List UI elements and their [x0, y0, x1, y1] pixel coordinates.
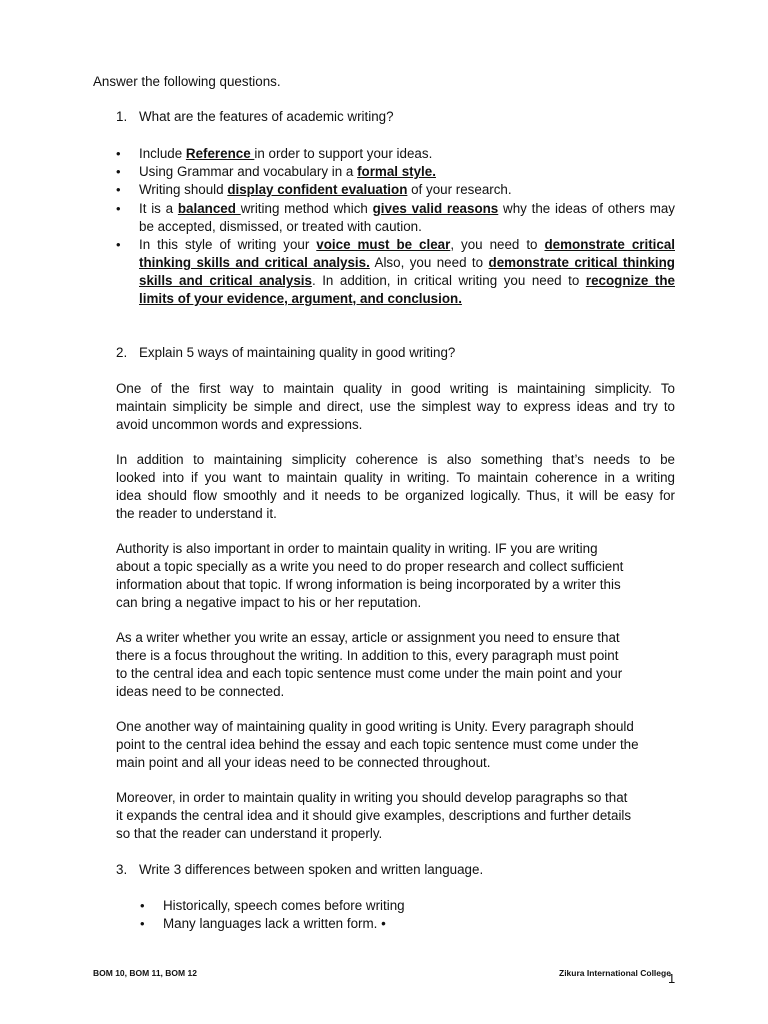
q1-bullet-4-line-2: be accepted, dismissed, or treated with caution.	[139, 219, 422, 234]
q2-para-2-line-3: idea should flow smoothly and it needs to be organized logically. Thus, it will be easy for	[116, 488, 675, 503]
q1-bullet-1: Include Reference in order to support your ideas.	[139, 146, 433, 161]
q1-number: 1.	[116, 109, 128, 124]
q2-para-2-line-2: looked into if you want to maintain quality in writing. To maintain coherence in a writing	[116, 470, 675, 485]
q2-para-1-line-1: One of the first way to maintain quality in good writing is maintaining simplicity. To	[116, 381, 675, 396]
bullet-icon: •	[116, 164, 121, 179]
q1-bullet-5-line-4: limits of your evidence, argument, and conclusion.	[139, 291, 462, 306]
bullet-icon: •	[116, 201, 121, 216]
bullet-icon: •	[140, 898, 145, 913]
q2-para-3-line-2: about a topic specially as a write you need to do proper research and collect sufficient	[116, 559, 624, 574]
q2-number: 2.	[116, 345, 128, 360]
q2-para-4-line-2: there is a focus throughout the writing. In addition to this, every paragraph must point	[116, 648, 619, 663]
q1-bullet-5-line-1: In this style of writing your voice must be clear, you need to demonstrate critical	[139, 237, 675, 252]
q2-para-4-line-4: ideas need to be connected.	[116, 684, 285, 699]
q2-para-4-line-3: to the central idea and each topic sentence must come under the main point and your	[116, 666, 623, 681]
q2-para-3-line-4: can bring a negative impact to his or her reputation.	[116, 595, 422, 610]
q2-question: Explain 5 ways of maintaining quality in good writing?	[139, 345, 456, 360]
q1-question: What are the features of academic writing?	[139, 109, 394, 124]
q2-para-6-line-1: Moreover, in order to maintain quality in writing you should develop paragraphs so that	[116, 790, 628, 805]
bullet-icon: •	[116, 182, 121, 197]
q2-para-2-line-1: In addition to maintaining simplicity coherence is also something that’s needs to be	[116, 452, 675, 467]
q1-bullet-2: Using Grammar and vocabulary in a formal style.	[139, 164, 436, 179]
q2-para-1-line-3: avoid uncommon words and expressions.	[116, 417, 363, 432]
q3-bullet-2: Many languages lack a written form. •	[163, 916, 386, 931]
q2-para-5-line-1: One another way of maintaining quality in good writing is Unity. Every paragraph should	[116, 719, 634, 734]
q1-bullet-5-line-2: thinking skills and critical analysis. Also, you need to demonstrate critical thinking	[139, 255, 675, 270]
q2-para-1-line-2: maintain simplicity be simple and direct, use the simplest way to express ideas and try to	[116, 399, 675, 414]
bullet-icon: •	[140, 916, 145, 931]
intro-instruction: Answer the following questions.	[93, 74, 281, 89]
footer-institution: Zikura International College	[559, 968, 671, 978]
bullet-icon: •	[116, 237, 121, 252]
q2-para-6-line-2: it expands the central idea and it should give examples, descriptions and further details	[116, 808, 632, 823]
q2-para-3-line-1: Authority is also important in order to maintain quality in writing. IF you are writing	[116, 541, 598, 556]
q2-para-3-line-3: information about that topic. If wrong information is being incorporated by a writer this	[116, 577, 621, 592]
q2-para-2-line-4: the reader to understand it.	[116, 506, 277, 521]
q1-bullet-5-line-3: skills and critical analysis. In addition, in critical writing you need to recognize the	[139, 273, 675, 288]
page-number: 1	[668, 971, 676, 986]
q1-bullet-3: Writing should display confident evaluation of your research.	[139, 182, 512, 197]
q3-number: 3.	[116, 862, 128, 877]
footer-course-codes: BOM 10, BOM 11, BOM 12	[93, 968, 197, 978]
q3-bullet-1: Historically, speech comes before writing	[163, 898, 405, 913]
q2-para-6-line-3: so that the reader can understand it properly.	[116, 826, 383, 841]
q1-bullet-4-line-1: It is a balanced writing method which gives valid reasons why the ideas of others may	[139, 201, 675, 216]
q2-para-5-line-2: point to the central idea behind the essay and each topic sentence must come under the	[116, 737, 639, 752]
q3-question: Write 3 differences between spoken and written language.	[139, 862, 484, 877]
q2-para-4-line-1: As a writer whether you write an essay, article or assignment you need to ensure that	[116, 630, 620, 645]
bullet-icon: •	[116, 146, 121, 161]
q2-para-5-line-3: main point and all your ideas need to be connected throughout.	[116, 755, 491, 770]
